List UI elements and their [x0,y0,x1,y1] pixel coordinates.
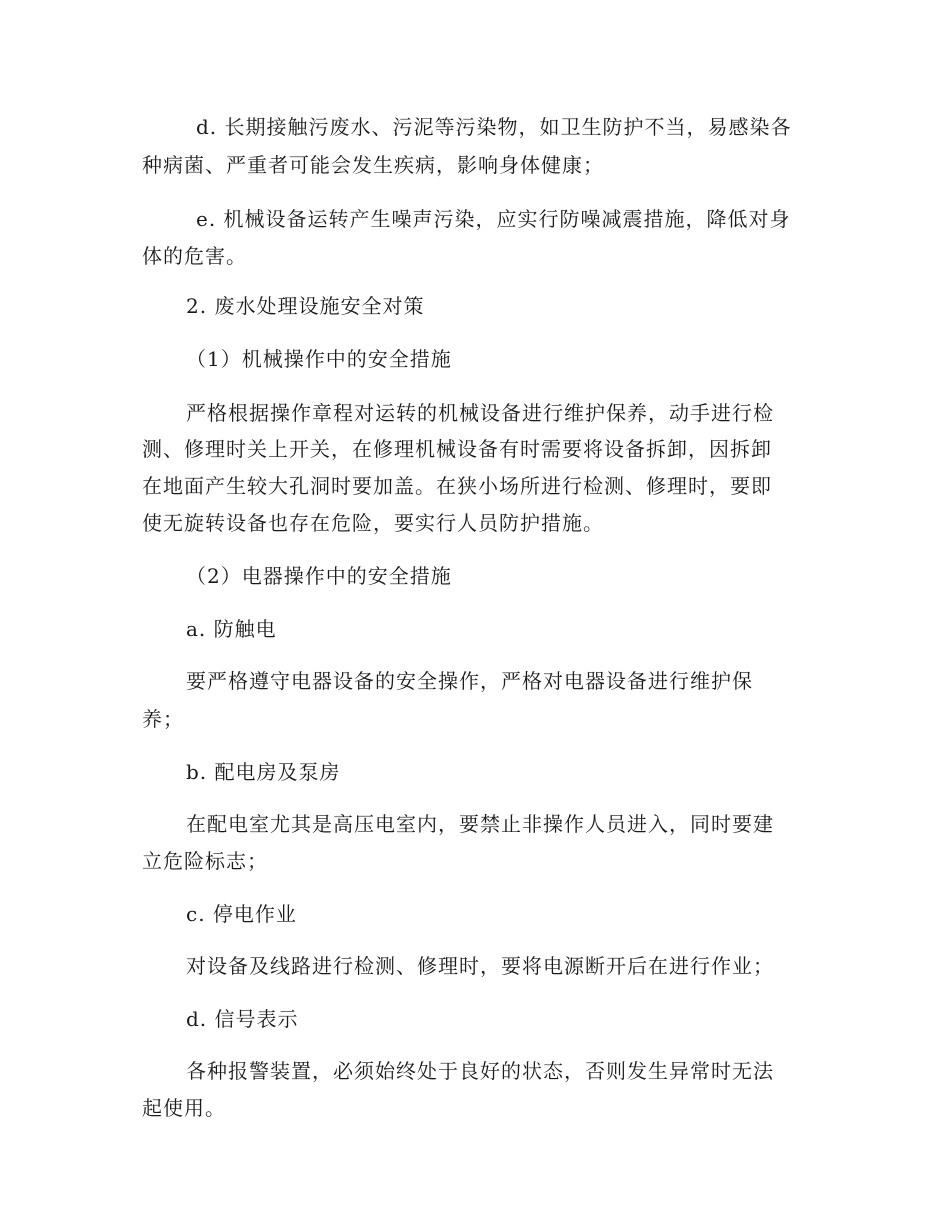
text-line: 起使用。 [142,1096,226,1120]
text-line: d. 长期接触污废水、污泥等污染物，如卫生防护不当，易感染各 [196,115,792,139]
text-line: 种病菌、严重者可能会发生疾病，影响身体健康； [142,153,604,177]
section-heading: 2. 废水处理设施安全对策 [186,294,425,318]
text-line: 要严格遵守电器设备的安全操作，严格对电器设备进行维护保 [186,669,753,693]
text-line: 测、修理时关上开关，在修理机械设备有时需要将设备拆卸，因拆卸 [142,437,772,461]
text-line: 养； [142,707,184,731]
text-line: 使无旋转设备也存在危险，要实行人员防护措施。 [142,511,604,535]
text-line: 对设备及线路进行检测、修理时，要将电源断开后在进行作业； [186,954,774,978]
text-line: 在配电室尤其是高压电室内，要禁止非操作人员进入，同时要建 [186,812,774,836]
text-line: 立危险标志； [142,849,268,873]
item-heading: d. 信号表示 [186,1007,299,1031]
text-line: 严格根据操作章程对运转的机械设备进行维护保养，动手进行检 [186,401,774,425]
text-line: e. 机械设备运转产生噪声污染，应实行防噪减震措施，降低对身 [196,207,791,231]
item-heading: b. 配电房及泵房 [186,760,341,784]
text-line: 体的危害。 [142,244,247,268]
subsection-heading: （2）电器操作中的安全措施 [186,564,452,588]
item-heading: c. 停电作业 [186,902,297,926]
subsection-heading: （1）机械操作中的安全措施 [186,347,452,371]
text-line: 在地面产生较大孔洞时要加盖。在狭小场所进行检测、修理时，要即 [142,474,772,498]
text-line: 各种报警装置，必须始终处于良好的状态，否则发生异常时无法 [186,1059,774,1083]
item-heading: a. 防触电 [186,617,277,641]
